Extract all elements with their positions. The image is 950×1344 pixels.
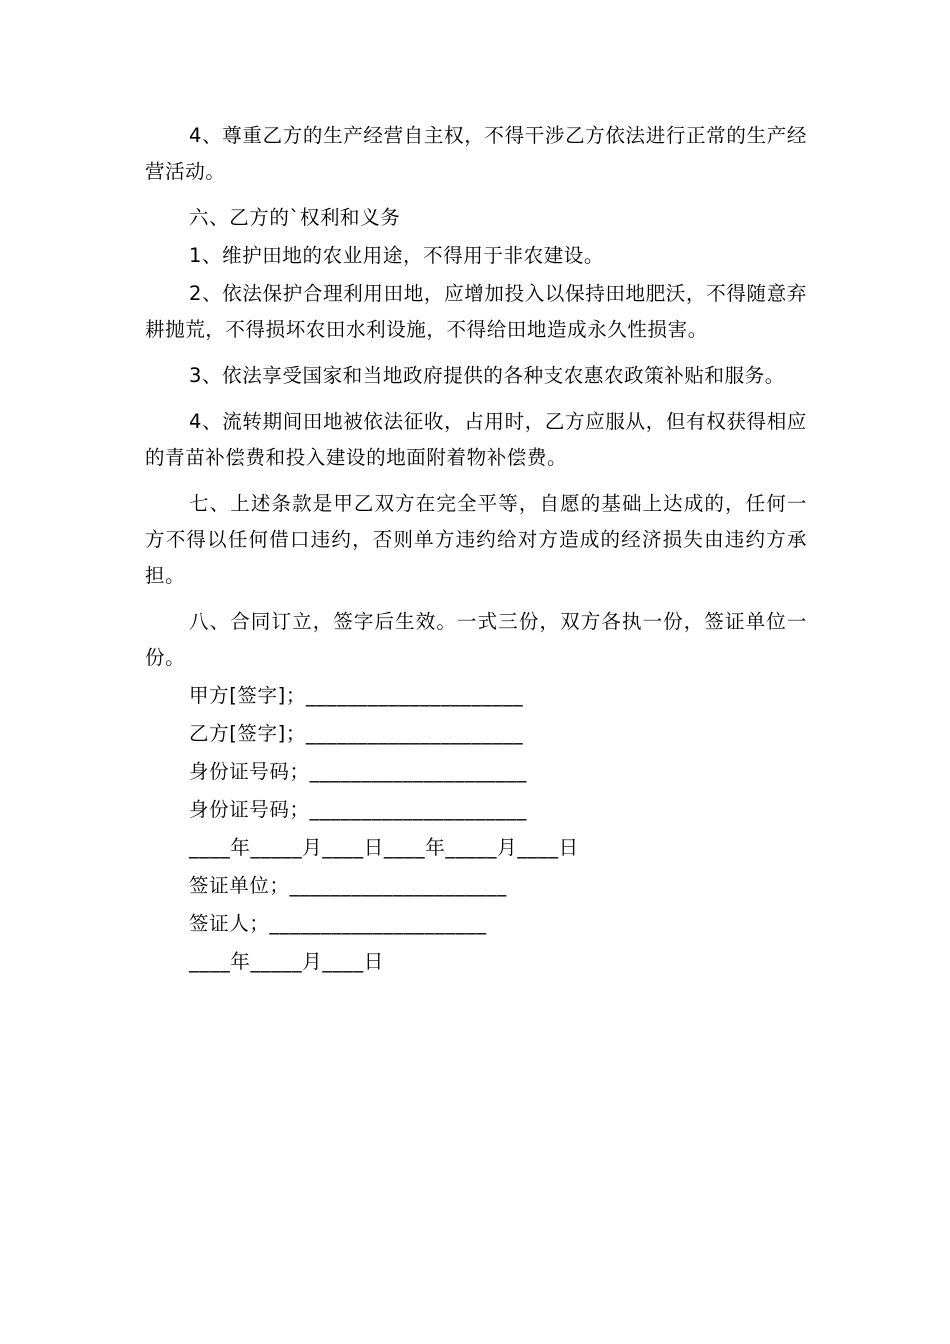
- date-line-notary: ____年_____月____日: [189, 950, 384, 973]
- clause-party-b-3: 3、依法享受国家和当地政府提供的各种支农惠农政策补贴和服务。: [189, 364, 785, 387]
- notary-unit-line: 签证单位；_____________________: [189, 874, 507, 897]
- party-a-signature-line: 甲方[签字]；_____________________: [189, 684, 524, 707]
- clause-party-a-obligation-4: 4、尊重乙方的生产经营自主权，不得干涉乙方依法进行正常的生产经营活动。: [145, 124, 807, 183]
- date-line-parties: ____年_____月____日____年_____月____日: [189, 836, 579, 859]
- id-number-line-1: 身份证号码；_____________________: [189, 760, 527, 783]
- contract-body: [145, 118, 807, 982]
- notary-person-line: 签证人；_____________________: [189, 912, 487, 935]
- clause-party-b-2: 2、依法保护合理利用田地，应增加投入以保持田地肥沃，不得随意弃耕抛荒，不得损坏农田水利设施，不得给田地造成永久性损害。: [145, 282, 807, 341]
- section-heading-party-b-rights: 六、乙方的`权利和义务: [189, 206, 401, 229]
- party-b-signature-line: 乙方[签字]；_____________________: [189, 722, 524, 745]
- clause-party-b-1: 1、维护田地的农业用途，不得用于非农建设。: [189, 244, 605, 267]
- section-eight-effectiveness: 八、合同订立，签字后生效。一式三份，双方各执一份，签证单位一份。: [145, 610, 807, 669]
- clause-party-b-4: 4、流转期间田地被依法征收，占用时，乙方应服从，但有权获得相应的青苗补偿费和投入建设的地面附着物补偿费。: [145, 410, 807, 469]
- section-seven-equal-terms: 七、上述条款是甲乙双方在完全平等，自愿的基础上达成的，任何一方不得以任何借口违约，否则单方违约给对方造成的经济损失由违约方承担。: [145, 492, 807, 587]
- id-number-line-2: 身份证号码；_____________________: [189, 798, 527, 821]
